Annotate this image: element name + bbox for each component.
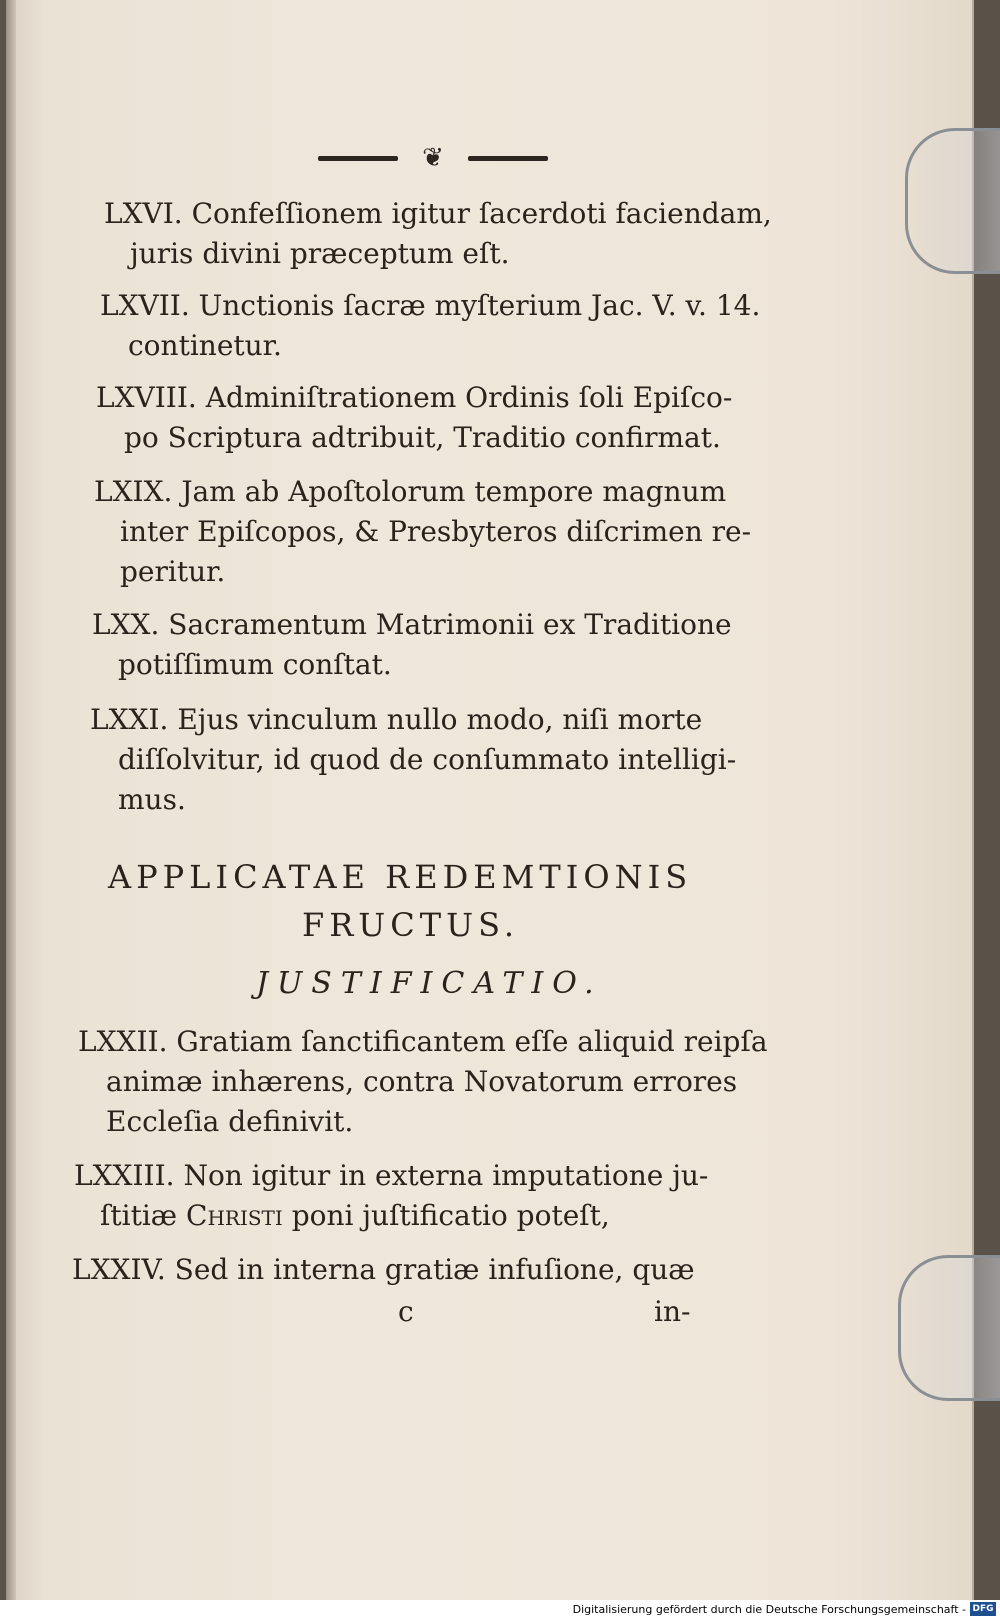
header-ornament	[318, 143, 548, 173]
thesis-line	[100, 1196, 610, 1236]
thesis-line: inter Epiſcopos, & Presbyteros diſcrimen re-	[120, 515, 752, 548]
footer-bar	[0, 1600, 1000, 1619]
thesis-line-start: ſtitiæ	[100, 1199, 178, 1232]
thesis-line: LXVIII. Adminiſtrationem Ordinis ſoli Epiſco-	[96, 381, 733, 414]
thesis-line: LXXII. Gratiam ſanctificantem eſſe aliquid reipſa	[78, 1025, 768, 1058]
section-heading: APPLICATAE REDEMTIONIS	[108, 858, 693, 896]
thesis-line: LXXIV. Sed in interna gratiæ infuſione, quæ	[72, 1253, 695, 1286]
footer-credit: Digitalisierung gefördert durch die Deutsche Forschungsgemeinschaft -	[572, 1603, 966, 1616]
thesis-line: potiſſimum conſtat.	[118, 648, 392, 681]
catchword: in-	[654, 1295, 691, 1328]
thesis-line: Eccleſia definivit.	[106, 1105, 354, 1138]
paper-clip-top	[905, 128, 1000, 274]
signature-mark: c	[398, 1295, 414, 1328]
thesis-line: peritur.	[120, 555, 226, 588]
thesis-line: LXXIII. Non igitur in externa imputatione ju-	[74, 1159, 709, 1192]
thesis-line-end: poni juſtificatio poteſt,	[291, 1199, 610, 1232]
thesis-line: juris divini præceptum eſt.	[130, 237, 510, 270]
page-gutter	[6, 0, 16, 1600]
thesis-line: continetur.	[128, 329, 282, 362]
dfg-logo-icon: DFG	[970, 1602, 996, 1616]
ornament-swirl-icon: ❦	[422, 143, 444, 173]
thesis-line: animæ inhærens, contra Novatorum errores	[106, 1065, 738, 1098]
thesis-line: LXX. Sacramentum Matrimonii ex Traditione	[92, 608, 732, 641]
thesis-line: LXIX. Jam ab Apoſtolorum tempore magnum	[94, 475, 727, 508]
section-subheading: JUSTIFICATIO.	[256, 966, 603, 1001]
christi-small-caps: Christi	[186, 1199, 283, 1232]
thesis-line: LXXI. Ejus vinculum nullo modo, niſi morte	[90, 703, 703, 736]
thesis-line: LXVII. Unctionis ſacræ myſterium Jac. V. v. 14.	[100, 289, 761, 322]
thesis-line: diſſolvitur, id quod de conſummato intelligi-	[118, 743, 737, 776]
thesis-line: mus.	[118, 783, 186, 816]
thesis-line: po Scriptura adtribuit, Traditio confirmat.	[124, 421, 721, 454]
thesis-line: LXVI. Confeſſionem igitur ſacerdoti faciendam,	[104, 197, 772, 230]
section-heading: FRUCTUS.	[302, 906, 520, 944]
paper-clip-bottom	[898, 1255, 1000, 1401]
